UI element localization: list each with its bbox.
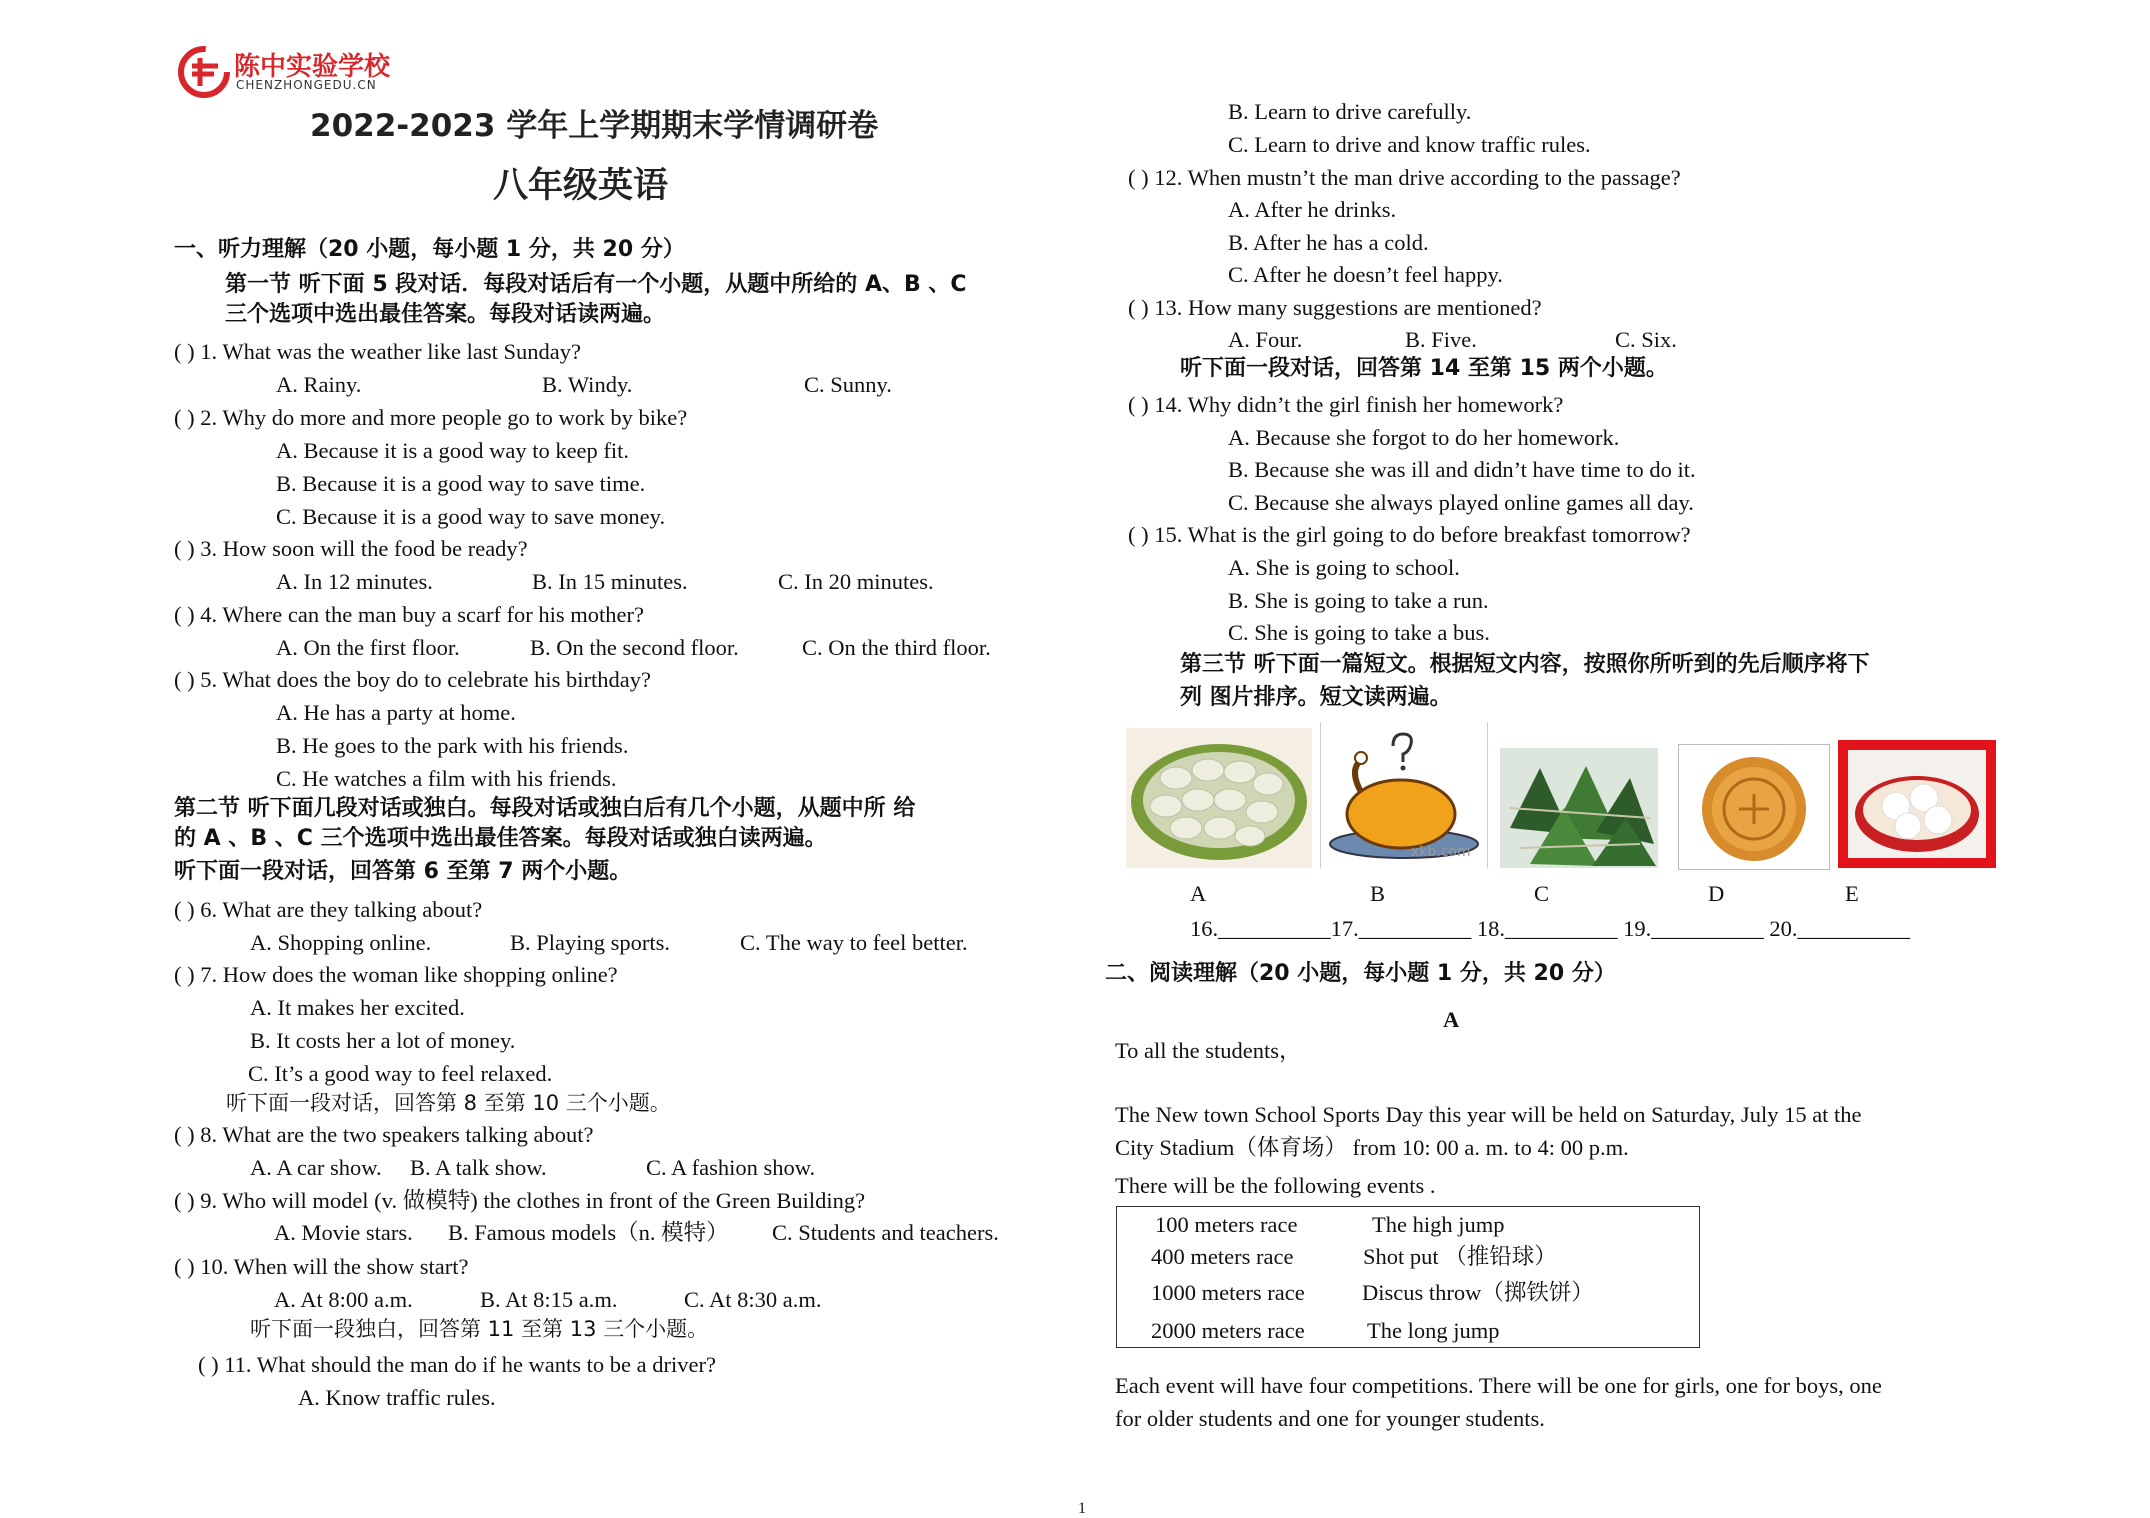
- question-8: ( ) 8. What are the two speakers talking about?: [174, 1122, 594, 1147]
- event-cell: Discus throw（掷铁饼）: [1362, 1280, 1594, 1305]
- picture-label-c: C: [1534, 881, 1550, 906]
- passage-line-1: The New town School Sports Day this year will be held on Saturday, July 15 at the: [1115, 1102, 1862, 1127]
- mooncake-icon: [1679, 745, 1829, 869]
- passage-line-3: There will be the following events .: [1115, 1173, 1436, 1198]
- zongzi-icon: [1500, 748, 1658, 868]
- q4-option-b: B. On the second floor.: [530, 635, 739, 660]
- school-name: 陈中实验学校: [234, 52, 391, 82]
- q8-option-c: C. A fashion show.: [646, 1155, 816, 1180]
- q12-option-b: B. After he has a cold.: [1228, 230, 1429, 255]
- picture-roast-chicken: [1320, 722, 1488, 868]
- section2-instruction: 第二节 听下面几段对话或独白。每段对话或独白后有几个小题，从题中所 给: [174, 796, 916, 821]
- picture-label-e: E: [1845, 881, 1859, 906]
- instruction-q14-15: 听下面一段对话，回答第 14 至第 15 两个小题。: [1180, 356, 1668, 381]
- events-table: [1116, 1206, 1700, 1348]
- question-15: ( ) 15. What is the girl going to do before breakfast tomorrow?: [1128, 522, 1691, 547]
- q1-option-c: C. Sunny.: [804, 372, 892, 397]
- q7-option-a: A. It makes her excited.: [250, 995, 465, 1020]
- question-5: ( ) 5. What does the boy do to celebrate his birthday?: [174, 667, 651, 692]
- section1-instruction: 第一节 听下面 5 段对话．每段对话后有一个小题，从题中所给的 A、B 、C: [225, 272, 967, 297]
- section2-instruction-2: 的 A 、B 、C 三个选项中选出最佳答案。每段对话或独白读两遍。: [174, 826, 827, 851]
- q13-option-a: A. Four.: [1228, 327, 1303, 352]
- section3-instruction-2: 列 图片排序。短文读两遍。: [1180, 685, 1452, 710]
- question-4: ( ) 4. Where can the man buy a scarf for his mother?: [174, 602, 645, 627]
- q1-option-a: A. Rainy.: [276, 372, 362, 397]
- watermark: xkb.com: [1411, 844, 1471, 860]
- picture-label-a: A: [1190, 881, 1207, 906]
- question-3: ( ) 3. How soon will the food be ready?: [174, 536, 528, 561]
- section2-instruction-3: 听下面一段对话，回答第 6 至第 7 两个小题。: [174, 859, 632, 884]
- q14-option-b: B. Because she was ill and didn’t have time to do it.: [1228, 457, 1696, 482]
- picture-tangyuan: [1838, 740, 1996, 868]
- event-cell: The long jump: [1367, 1318, 1500, 1343]
- school-logo-icon: [178, 46, 230, 98]
- passage-line-4: Each event will have four competitions. There will be one for girls, one for boys, one: [1115, 1373, 1882, 1398]
- event-cell: 1000 meters race: [1151, 1280, 1305, 1305]
- dumplings-icon: [1126, 728, 1312, 868]
- q5-option-a: A. He has a party at home.: [276, 700, 516, 725]
- q7-option-c: C. It’s a good way to feel relaxed.: [248, 1061, 553, 1086]
- q1-option-b: B. Windy.: [542, 372, 633, 397]
- answer-blanks: 16.__________17.__________ 18.__________ 19.__________ 20.__________: [1190, 916, 1910, 941]
- picture-zongzi: [1500, 748, 1658, 868]
- q14-option-a: A. Because she forgot to do her homework.: [1228, 425, 1620, 450]
- q13-option-b: B. Five.: [1405, 327, 1477, 352]
- q10-option-b: B. At 8:15 a.m.: [480, 1287, 618, 1312]
- q6-option-c: C. The way to feel better.: [740, 930, 968, 955]
- q15-option-c: C. She is going to take a bus.: [1228, 620, 1490, 645]
- q13-option-c: C. Six.: [1615, 327, 1677, 352]
- question-7: ( ) 7. How does the woman like shopping online?: [174, 962, 618, 987]
- q5-option-c: C. He watches a film with his friends.: [276, 766, 617, 791]
- part2-heading: 二、阅读理解（20 小题，每小题 1 分，共 20 分）: [1105, 961, 1616, 986]
- part1-heading: 一、听力理解（20 小题，每小题 1 分，共 20 分）: [174, 237, 685, 262]
- page-number: 1: [1078, 1500, 1086, 1517]
- picture-mooncake: [1678, 744, 1830, 870]
- q15-option-a: A. She is going to school.: [1228, 555, 1460, 580]
- q3-option-b: B. In 15 minutes.: [532, 569, 688, 594]
- q12-option-c: C. After he doesn’t feel happy.: [1228, 262, 1503, 287]
- event-cell: The high jump: [1372, 1212, 1505, 1237]
- q7-option-b: B. It costs her a lot of money.: [250, 1028, 516, 1053]
- question-2: ( ) 2. Why do more and more people go to work by bike?: [174, 405, 688, 430]
- q9-option-c: C. Students and teachers.: [772, 1220, 999, 1245]
- page-subtitle: 八年级英语: [493, 166, 669, 206]
- q11-option-b: B. Learn to drive carefully.: [1228, 99, 1472, 124]
- q3-option-c: C. In 20 minutes.: [778, 569, 934, 594]
- q12-option-a: A. After he drinks.: [1228, 197, 1397, 222]
- q11-option-c: C. Learn to drive and know traffic rules.: [1228, 132, 1591, 157]
- q5-option-b: B. He goes to the park with his friends.: [276, 733, 629, 758]
- event-cell: Shot put （推铅球）: [1363, 1244, 1557, 1269]
- q2-option-b: B. Because it is a good way to save time.: [276, 471, 646, 496]
- q9-option-b: B. Famous models（n. 模特）: [448, 1220, 729, 1245]
- section1-instruction-2: 三个选项中选出最佳答案。每段对话读两遍。: [225, 302, 666, 327]
- q10-option-c: C. At 8:30 a.m.: [684, 1287, 822, 1312]
- passage-greeting: To all the students，: [1115, 1038, 1302, 1063]
- question-6: ( ) 6. What are they talking about?: [174, 897, 483, 922]
- q8-option-a: A. A car show.: [250, 1155, 382, 1180]
- instruction-q11-13: 听下面一段独白，回答第 11 至第 13 三个小题。: [250, 1317, 709, 1341]
- question-9: ( ) 9. Who will model (v. 做模特) the clothes in front of the Green Building?: [174, 1188, 866, 1213]
- question-10: ( ) 10. When will the show start?: [174, 1254, 469, 1279]
- q14-option-c: C. Because she always played online games all day.: [1228, 490, 1694, 515]
- tangyuan-icon: [1838, 740, 1996, 868]
- question-1: ( ) 1. What was the weather like last Sunday?: [174, 339, 581, 364]
- q2-option-a: A. Because it is a good way to keep fit.: [276, 438, 630, 463]
- passage-line-2: City Stadium（体育场） from 10: 00 a. m. to 4: 00 p.m.: [1115, 1135, 1629, 1160]
- picture-label-b: B: [1370, 881, 1386, 906]
- question-13: ( ) 13. How many suggestions are mentioned?: [1128, 295, 1542, 320]
- q2-option-c: C. Because it is a good way to save money.: [276, 504, 666, 529]
- event-cell: 2000 meters race: [1151, 1318, 1305, 1343]
- picture-label-d: D: [1708, 881, 1725, 906]
- q6-option-b: B. Playing sports.: [510, 930, 671, 955]
- section3-instruction: 第三节 听下面一篇短文。根据短文内容，按照你所听到的先后顺序将下: [1180, 652, 1870, 677]
- q10-option-a: A. At 8:00 a.m.: [274, 1287, 413, 1312]
- q11-option-a: A. Know traffic rules.: [298, 1385, 496, 1410]
- question-14: ( ) 14. Why didn’t the girl finish her homework?: [1128, 392, 1564, 417]
- event-cell: 400 meters race: [1151, 1244, 1294, 1269]
- q3-option-a: A. In 12 minutes.: [276, 569, 433, 594]
- q15-option-b: B. She is going to take a run.: [1228, 588, 1489, 613]
- passage-a-label: A: [1443, 1007, 1460, 1032]
- q4-option-a: A. On the first floor.: [276, 635, 460, 660]
- school-url: CHENZHONGEDU.CN: [236, 78, 377, 92]
- q8-option-b: B. A talk show.: [410, 1155, 547, 1180]
- instruction-q8-10: 听下面一段对话，回答第 8 至第 10 三个小题。: [226, 1091, 671, 1115]
- q4-option-c: C. On the third floor.: [802, 635, 991, 660]
- page-title: 2022-2023 学年上学期期末学情调研卷: [310, 108, 879, 144]
- passage-line-5: for older students and one for younger students.: [1115, 1406, 1545, 1431]
- q6-option-a: A. Shopping online.: [250, 930, 432, 955]
- question-12: ( ) 12. When mustn’t the man drive according to the passage?: [1128, 165, 1681, 190]
- event-cell: 100 meters race: [1155, 1212, 1298, 1237]
- question-11: ( ) 11. What should the man do if he wants to be a driver?: [198, 1352, 716, 1377]
- school-logo: [178, 44, 398, 100]
- picture-dumplings: [1126, 728, 1312, 868]
- q9-option-a: A. Movie stars.: [274, 1220, 413, 1245]
